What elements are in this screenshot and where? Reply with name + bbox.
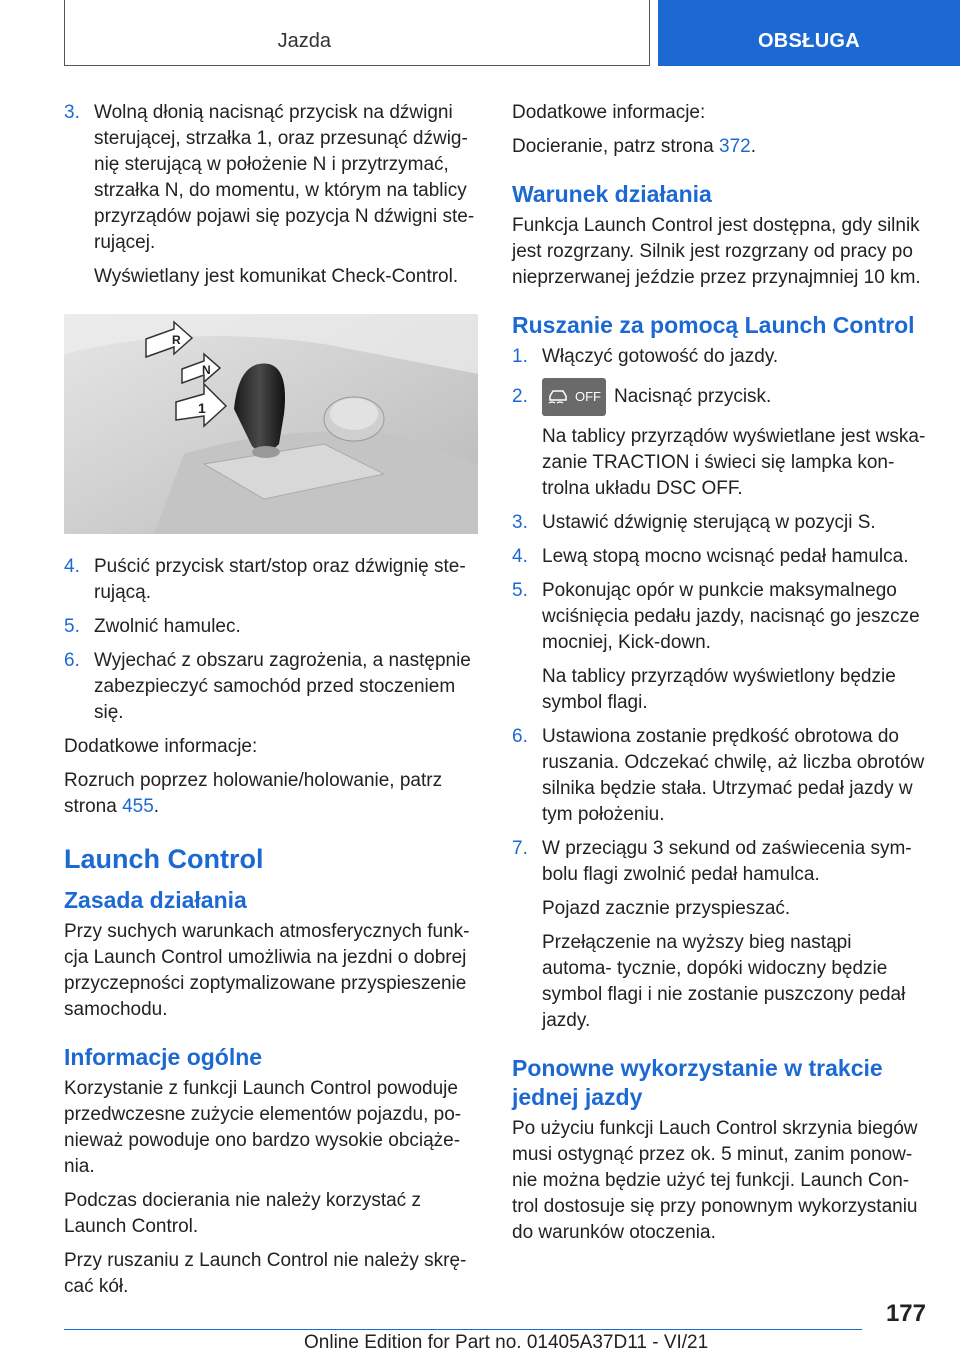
paragraph: Po użyciu funkcji Lauch Control skrzynia biegów musi ostygnąć przez ok. 5 minut, zanim ponow- nie można będzie użyć tej funkcji. Launch Con- trol dostosuje się przy ponownym wykorzystaniu do warunków otoczenia.	[512, 1118, 918, 1243]
info-label: Dodatkowe informacje:	[64, 736, 258, 757]
info-text: Docieranie, patrz strona 372.	[512, 136, 756, 157]
step-item	[64, 648, 476, 726]
step-item	[64, 100, 476, 256]
step-number: 4.	[64, 556, 80, 577]
step-text: Lewą stopą mocno wcisnąć pedał hamulca.	[542, 546, 909, 567]
info-text: Rozruch poprzez holowanie/holowanie, patrz strona 455.	[64, 770, 443, 817]
footer-edition: Online Edition for Part no. 01405A37D11 - VI/21	[304, 1332, 709, 1353]
step-number: 5.	[64, 616, 80, 637]
arrow-label-n: N	[202, 363, 211, 377]
step-text: Wyjechać z obszaru zagrożenia, a następnie zabezpieczyć samochód przed stoczeniem się.	[94, 650, 471, 723]
subsection-heading: Ponowne wykorzystanie w trakcie jednej jazdy	[512, 1055, 883, 1110]
step-item	[512, 378, 926, 416]
step-number: 7.	[512, 838, 528, 859]
step-item	[512, 836, 926, 888]
step-text: Włączyć gotowość do jazdy.	[542, 346, 779, 367]
step-text: Nacisnąć przycisk.	[614, 386, 772, 408]
step-number: 6.	[512, 726, 528, 747]
step-text: W przeciągu 3 sekund od zaświecenia sym- bolu flagi zwolnić pedał hamulca.	[542, 838, 912, 885]
step-note: Wyświetlany jest komunikat Check-Control.	[94, 266, 459, 287]
footer-divider	[64, 1329, 862, 1330]
step-note: Przełączenie na wyższy bieg nastąpi automa- tycznie, dopóki widoczny będzie symbol flagi i nie zostanie puszczony pedał jazdy.	[542, 932, 906, 1031]
step-item	[64, 614, 476, 640]
step-item	[512, 344, 926, 370]
traction-car-icon	[547, 388, 569, 406]
dsc-off-button-icon: OFF	[542, 378, 606, 416]
step-number: 5.	[512, 580, 528, 601]
subsection-heading: Ruszanie za pomocą Launch Control	[512, 312, 915, 338]
info-label: Dodatkowe informacje:	[512, 102, 706, 123]
paragraph: Przy ruszaniu z Launch Control nie należy skrę- cać kół.	[64, 1250, 467, 1297]
step-note: Pojazd zacznie przyspieszać.	[542, 898, 791, 919]
paragraph: Podczas docierania nie należy korzystać z Launch Control.	[64, 1190, 421, 1237]
step-item	[512, 724, 926, 828]
page-number: 177	[885, 1300, 926, 1327]
step-item	[512, 544, 926, 570]
page-link[interactable]: 372	[719, 136, 751, 157]
arrow-label-1: 1	[198, 400, 206, 416]
paragraph: Funkcja Launch Control jest dostępna, gdy silnik jest rozgrzany. Silnik jest rozgrzany od pracy po nieprzerwanej jeździe przez przynajmniej 10 km.	[512, 215, 921, 288]
gear-selector-figure	[64, 314, 478, 534]
subsection-heading: Informacje ogólne	[64, 1044, 263, 1070]
step-text: Pokonując opór w punkcie maksymalnego wciśnięcia pedału jazdy, nacisnąć go jeszcze mocniej, Kick-down.	[542, 580, 920, 653]
right-column	[512, 100, 926, 1254]
step-number: 4.	[512, 546, 528, 567]
step-text: Zwolnić hamulec.	[94, 616, 241, 637]
step-text: Ustawić dźwignię sterującą w pozycji S.	[542, 512, 876, 533]
paragraph: Korzystanie z funkcji Launch Control powoduje przedwczesne zużycie elementów pojazdu, po- nieważ powoduje ono bardzo wysokie obciąże- nia.	[64, 1078, 462, 1177]
step-text: Ustawiona zostanie prędkość obrotowa do ruszania. Odczekać chwilę, aż liczba obrotów silnika będzie stała. Utrzymać pedał jazdy w tym położeniu.	[542, 726, 925, 825]
step-item	[512, 510, 926, 536]
step-number: 2.	[512, 386, 528, 407]
step-note: Na tablicy przyrządów wyświetlony będzie symbol flagi.	[542, 666, 896, 713]
section-heading: Launch Control	[64, 844, 264, 874]
gear-selector-illustration	[64, 314, 478, 534]
step-number: 6.	[64, 650, 80, 671]
paragraph: Przy suchych warunkach atmosferycznych funk- cja Launch Control umożliwia na jezdni o dobrej przyczepności zoptymalizowane przyspieszenie samochodu.	[64, 921, 470, 1020]
left-column	[64, 100, 476, 1308]
header-frame	[64, 0, 650, 66]
subsection-heading: Warunek działania	[512, 181, 712, 207]
chapter-tab[interactable]: OBSŁUGA	[658, 0, 960, 66]
step-note: Na tablicy przyrządów wyświetlane jest wska- zanie TRACTION i świeci się lampka kon- trolna układu DSC OFF.	[542, 426, 926, 499]
subsection-heading: Zasada działania	[64, 887, 247, 913]
step-text: Puścić przycisk start/stop oraz dźwignię ste- rującą.	[94, 556, 466, 603]
arrow-label-r: R	[172, 333, 181, 347]
step-number: 3.	[512, 512, 528, 533]
step-number: 1.	[512, 346, 528, 367]
step-item	[512, 578, 926, 656]
section-title: Jazda	[277, 30, 331, 52]
page-link[interactable]: 455	[122, 796, 154, 817]
step-text: Wolną dłonią nacisnąć przycisk na dźwigni sterującej, strzałka 1, oraz przesunąć dźwig- nię sterującą w położenie N i przytrzymać, strzałka N, do momentu, w którym na tablicy przyrządów pojawi się pozycja N dźwigni ste- rującej.	[94, 102, 475, 253]
step-item	[64, 554, 476, 606]
step-number: 3.	[64, 102, 80, 123]
